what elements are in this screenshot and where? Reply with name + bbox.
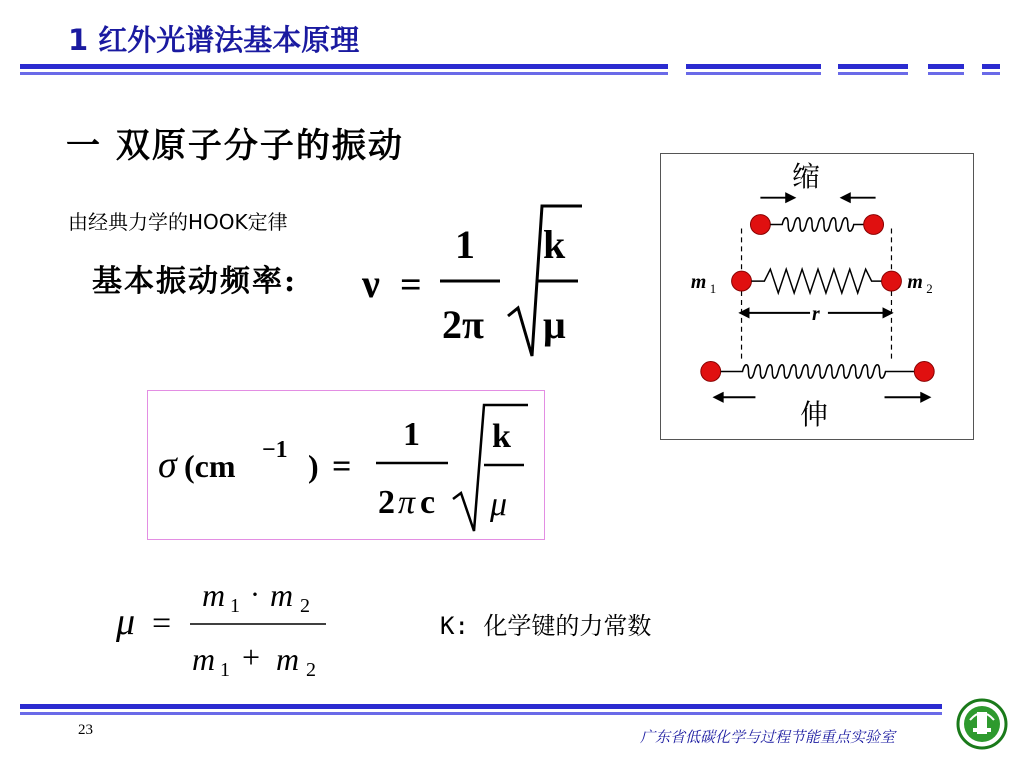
lab-logo bbox=[956, 698, 1008, 750]
equals-sign: = bbox=[332, 448, 352, 485]
stretched-spring bbox=[721, 365, 915, 378]
equilibrium-spring bbox=[751, 269, 881, 293]
unit-exponent: −1 bbox=[262, 437, 288, 463]
r-label: r bbox=[812, 302, 820, 325]
compress-label: 缩 bbox=[792, 159, 820, 193]
equals-sign: = bbox=[400, 264, 422, 306]
dot-operator: · bbox=[250, 578, 260, 611]
numerator-one: 1 bbox=[403, 416, 420, 453]
den-two: 2 bbox=[378, 484, 395, 521]
mu-symbol: μ bbox=[543, 302, 566, 347]
plus-operator: + bbox=[242, 639, 261, 675]
page-number: 23 bbox=[78, 722, 93, 738]
wavenumber-formula-box bbox=[147, 390, 545, 540]
atom-right-compressed bbox=[864, 215, 884, 235]
m1-subscript: 1 bbox=[709, 282, 717, 297]
m2-label: m bbox=[907, 271, 923, 294]
section-heading: 一 双原子分子的振动 bbox=[66, 126, 404, 166]
top-arrows bbox=[760, 194, 875, 202]
paren-close: ) bbox=[308, 448, 319, 484]
force-constant-definition: K: 化学键的力常数 bbox=[440, 612, 652, 640]
lab-name: 广东省低碳化学与过程节能重点实验室 bbox=[640, 728, 896, 746]
atom-m1 bbox=[732, 271, 752, 291]
k-symbol: k bbox=[543, 222, 566, 267]
nu-symbol: ν bbox=[362, 261, 380, 306]
mu-symbol: μ bbox=[116, 601, 136, 643]
m2-numerator-subscript: 2 bbox=[300, 595, 310, 617]
numerator-one: 1 bbox=[455, 222, 475, 267]
k-symbol: k bbox=[492, 418, 511, 455]
m1-denominator: m bbox=[192, 641, 216, 677]
equilibrium-row bbox=[691, 269, 933, 296]
mu-symbol: μ bbox=[490, 486, 508, 523]
atom-right-stretched bbox=[914, 362, 934, 382]
m2-denominator: m bbox=[276, 641, 300, 677]
sigma-symbol: σ bbox=[158, 444, 177, 486]
slide-title: 1 红外光谱法基本原理 bbox=[68, 23, 360, 57]
m1-denominator-subscript: 1 bbox=[220, 659, 230, 681]
atom-left-stretched bbox=[701, 362, 721, 382]
atom-left-compressed bbox=[750, 215, 770, 235]
m2-denominator-subscript: 2 bbox=[306, 659, 316, 681]
stretch-label: 伸 bbox=[800, 398, 828, 432]
m1-numerator-subscript: 1 bbox=[230, 595, 240, 617]
spring-vibration-diagram bbox=[660, 153, 974, 440]
compressed-spring-row bbox=[750, 215, 883, 235]
equals-sign: = bbox=[152, 605, 172, 642]
atom-m2 bbox=[882, 271, 902, 291]
stretched-spring-row bbox=[701, 362, 934, 382]
m2-numerator: m bbox=[270, 577, 294, 613]
m1-numerator: m bbox=[202, 577, 226, 613]
den-pi: π bbox=[398, 484, 416, 521]
den-c: c bbox=[420, 484, 436, 521]
unit-cm: (cm bbox=[184, 448, 236, 484]
hook-law-text: 由经典力学的HOOK定律 bbox=[68, 210, 288, 234]
guide-lines bbox=[742, 228, 892, 362]
compressed-spring bbox=[770, 218, 863, 231]
wavenumber-formula bbox=[148, 391, 546, 541]
m2-subscript: 2 bbox=[926, 282, 933, 297]
m1-label: m bbox=[690, 271, 707, 294]
frequency-formula bbox=[360, 196, 590, 366]
basic-frequency-label: 基本振动频率: bbox=[92, 264, 298, 299]
denominator-2pi: 2π bbox=[442, 302, 484, 347]
reduced-mass-formula bbox=[110, 566, 340, 686]
